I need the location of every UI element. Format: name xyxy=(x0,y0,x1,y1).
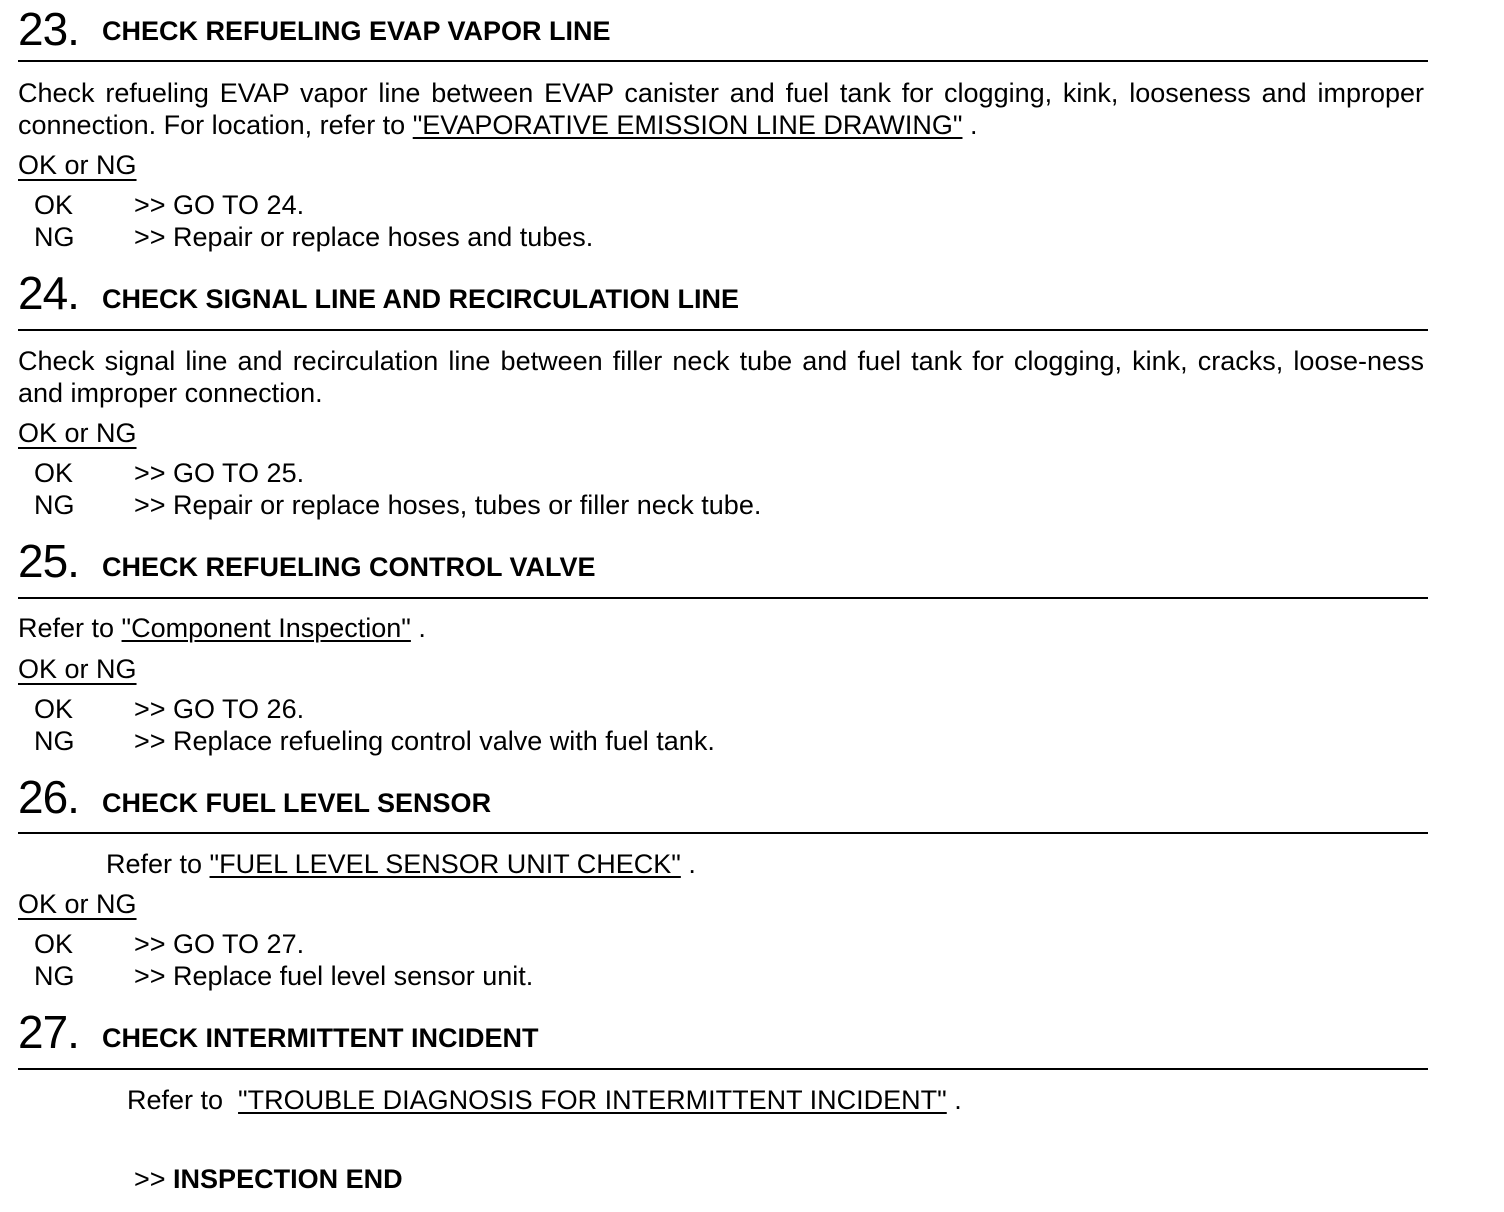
ng-action: >> Repair or replace hoses and tubes. xyxy=(134,222,594,252)
component-inspection-link[interactable]: "Component Inspection" xyxy=(121,613,411,643)
ok-action: >> GO TO 24. xyxy=(134,190,305,220)
description-text: Refer to xyxy=(18,613,122,643)
step-description xyxy=(127,1084,962,1116)
description-text: Refer to xyxy=(106,849,210,879)
step-description xyxy=(106,848,696,880)
ng-code: NG xyxy=(34,961,75,991)
step-description xyxy=(18,612,426,644)
ok-action: >> GO TO 26. xyxy=(134,694,305,724)
step-description: Check signal line and recirculation line between filler neck tube and fuel tank for clogging, kink, cracks, loose-ness and improper connection. xyxy=(18,346,1424,408)
divider xyxy=(18,60,1428,62)
description-suffix: . xyxy=(410,613,426,643)
trouble-diagnosis-intermittent-incident-link[interactable]: "TROUBLE DIAGNOSIS FOR INTERMITTENT INCIDENT" xyxy=(238,1085,947,1115)
step-description xyxy=(18,77,1424,141)
evaporative-emission-line-drawing-link[interactable]: "EVAPORATIVE EMISSION LINE DRAWING" xyxy=(412,110,963,140)
ok-code: OK xyxy=(34,190,74,220)
ok-code: OK xyxy=(34,929,74,959)
inspection-end xyxy=(134,1164,403,1195)
step-number: 24. xyxy=(18,267,79,319)
step-number: 25. xyxy=(18,535,79,587)
ng-action: >> Replace refueling control valve with fuel tank. xyxy=(134,726,715,756)
divider xyxy=(18,329,1428,331)
end-prefix: >> xyxy=(134,1164,174,1194)
description-text: Check refueling EVAP vapor line between EVAP canister and fuel tank for clogging, kink, looseness and improper connection. For location, refer to xyxy=(18,78,1424,140)
ok-code: OK xyxy=(34,694,74,724)
ok-code: OK xyxy=(34,458,74,488)
ng-code: NG xyxy=(34,726,75,756)
divider xyxy=(18,1068,1428,1070)
ng-action: >> Replace fuel level sensor unit. xyxy=(134,961,534,991)
description-suffix: . xyxy=(962,110,978,140)
inspection-end-label: INSPECTION END xyxy=(173,1164,403,1194)
ok-or-ng-label: OK or NG xyxy=(18,654,137,684)
step-title: CHECK INTERMITTENT INCIDENT xyxy=(102,1023,539,1053)
ng-code: NG xyxy=(34,490,75,520)
ok-or-ng-label: OK or NG xyxy=(18,889,137,919)
step-number: 27. xyxy=(18,1006,79,1058)
ng-code: NG xyxy=(34,222,75,252)
description-suffix: . xyxy=(946,1085,962,1115)
divider xyxy=(18,832,1428,834)
step-title: CHECK REFUELING CONTROL VALVE xyxy=(102,552,596,582)
ok-action: >> GO TO 25. xyxy=(134,458,305,488)
divider xyxy=(18,597,1428,599)
step-title: CHECK FUEL LEVEL SENSOR xyxy=(102,788,492,818)
step-number: 26. xyxy=(18,771,79,823)
fuel-level-sensor-unit-check-link[interactable]: "FUEL LEVEL SENSOR UNIT CHECK" xyxy=(209,849,681,879)
ok-action: >> GO TO 27. xyxy=(134,929,305,959)
description-text: Refer to xyxy=(127,1085,239,1115)
ok-or-ng-label: OK or NG xyxy=(18,150,137,180)
ok-or-ng-label: OK or NG xyxy=(18,418,137,448)
ng-action: >> Repair or replace hoses, tubes or filler neck tube. xyxy=(134,490,762,520)
step-title: CHECK REFUELING EVAP VAPOR LINE xyxy=(102,16,611,46)
step-number: 23. xyxy=(18,3,79,55)
step-title: CHECK SIGNAL LINE AND RECIRCULATION LINE xyxy=(102,284,740,314)
description-suffix: . xyxy=(680,849,696,879)
